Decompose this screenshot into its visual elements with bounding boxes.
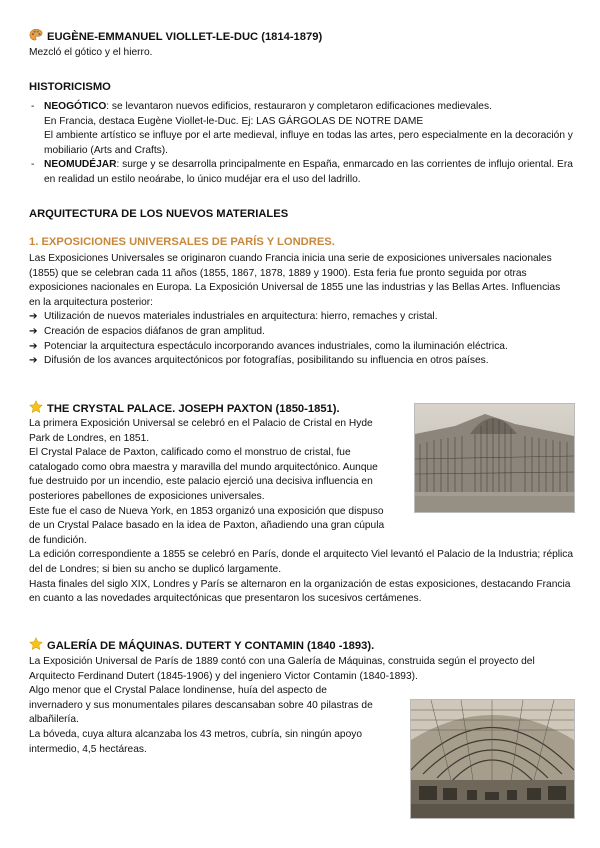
exposiciones-intro: Las Exposiciones Universales se originaron cuando Francia inicia una serie de exposiciones universales nacionales (1855) que se celebran cada 11 años (1855, 1867, 1878, 1889 y 1900). Esta feria fue pronto seguida por otras exposiciones nacionales en Europa. La Exposición Universal de 1855 une las industrias y las Bellas Artes. Influencias en la arquitectura posterior: (29, 253, 561, 308)
title-text: EUGÈNE-EMMANUEL VIOLLET-LE-DUC (1814-1879) (47, 31, 323, 43)
crystal-p5: Hasta finales del siglo XIX, Londres y París se alternaron en la organización de estas exposiciones, destacando Francia en cuanto a las novedades arquitectónicas que presentaron los sucesivos certámenes. (29, 578, 571, 605)
list-item: ➔ Creación de espacios diáfanos de gran amplitud. (29, 325, 265, 337)
list-item: - NEOGÓTICO: se levantaron nuevos edificios, restauraron y completaron edificaciones medievales. En Francia, destaca Eugène Viollet-le-Duc. Ej: LAS GÁRGOLAS DE NOTRE DAME El ambiente artístico se influye por el arte medieval, influye en todas las artes, pero especialmente en la decoración y mobiliario (Arts and Crafts). (29, 100, 574, 158)
neogotico-line3: El ambiente artístico se influye por el arte medieval, influye en todas las artes, pero especialmente en la decoración y mobiliario (Arts and Crafts). (44, 130, 573, 156)
palette-icon (29, 28, 43, 42)
crystal-p4: La edición correspondiente a 1855 se celebró en París, donde el arquitecto Viel levantó el Palacio de la Industria; réplica del de Londres; si bien su ancho se duplicó largamente. (29, 549, 574, 575)
neogotico-line2: En Francia, destaca Eugène Viollet-le-Duc. Ej: LAS GÁRGOLAS DE NOTRE DAME (44, 115, 424, 127)
galeria-p3: La bóveda, cuya altura alcanzaba los 43 metros, cubría, sin ningún apoyo intermedio, 4,5 hectáreas. (29, 728, 363, 755)
list-item: ➔ Difusión de los avances arquitectónicos por fotografías, posibilitando su influencia en otros países. (29, 355, 489, 367)
section-heading-galeria: GALERÍA DE MÁQUINAS. DUTERT Y CONTAMIN (1840 -1893). (29, 637, 574, 654)
list-item: - NEOMUDÉJAR: surge y se desarrolla principalmente en España, enmarcado en las corrientes de influjo oriental. Era en realidad un estilo neoárabe, lo único mudéjar era el uso del ladrillo. (31, 159, 573, 185)
galeria-maquinas-photo (410, 699, 575, 819)
historicismo-list (29, 100, 574, 188)
crystal-palace-photo (414, 403, 575, 513)
subtitle: Mezcló el gótico y el hierro. (29, 47, 153, 58)
subheading-exposiciones: 1. EXPOSICIONES UNIVERSALES DE PARÍS Y LONDRES. (29, 236, 335, 248)
section-heading-crystal-palace: THE CRYSTAL PALACE. JOSEPH PAXTON (1850-1851). (29, 400, 574, 417)
star-icon (29, 637, 43, 651)
section-heading-historicismo: HISTORICISMO (29, 81, 111, 93)
galeria-p2: Algo menor que el Crystal Palace londinense, huía del aspecto de invernadero y sus monumentales pilares descansaban sobre 40 pilastras de albañilería. (29, 685, 373, 726)
list-item: ➔ Utilización de nuevos materiales industriales en arquitectura: hierro, remaches y cristal. (29, 311, 438, 323)
page-title (29, 28, 574, 45)
crystal-p1: La primera Exposición Universal se celebró en el Palacio de Cristal en Hyde Park de Londres, en 1851. (29, 418, 373, 444)
term-neomudejar: NEOMUDÉJAR (44, 159, 117, 171)
section-heading-materiales: ARQUITECTURA DE LOS NUEVOS MATERIALES (29, 208, 289, 220)
influences-list (29, 310, 574, 368)
crystal-p2: El Crystal Palace de Paxton, calificado como el monstruo de cristal, fue catalogado como obra maestra y maravilla del mundo arquitectónico. Aunque fue destruido por un incendio, este palacio ejerció una decisiva influencia en posteriores pabellones de exposiciones universales. (29, 447, 378, 502)
term-neogotico: NEOGÓTICO (44, 101, 107, 112)
list-item: ➔ Potenciar la arquitectura espectáculo incorporando avances industriales, como la iluminación eléctrica. (29, 340, 508, 352)
galeria-p1: La Exposición Universal de París de 1889 contó con una Galería de Máquinas, construida según el proyecto del Arquitecto Ferdinand Dutert (1845-1906) y del ingeniero Victor Contamin (1840-1893). (29, 656, 535, 682)
star-icon (29, 400, 43, 414)
crystal-p3: Este fue el caso de Nueva York, en 1853 organizó una exposición que dispuso de un Crystal Palace basado en la idea de Paxton, añadiendo una gran cúpula de fundición. (29, 505, 385, 546)
